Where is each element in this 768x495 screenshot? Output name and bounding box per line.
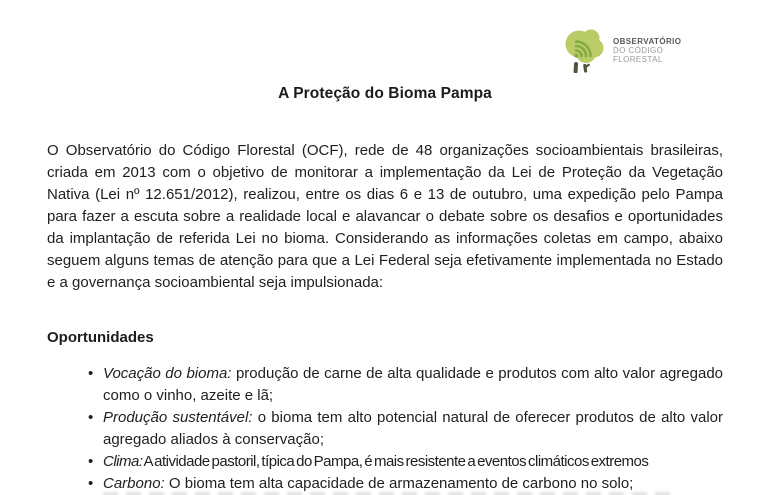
ocf-logo: [563, 26, 681, 73]
bullet-term: Clima:: [103, 453, 143, 470]
list-item-clima: [47, 451, 723, 473]
logo-text-line3: FLORESTAL: [613, 55, 663, 64]
bullet-text: o bioma tem alto potencial natural de oferecer produtos de alto valor agregado aliados à conservação;: [103, 409, 723, 448]
bullet-text: produção de carne de alta qualidade e produtos com alto valor agregado como o vinho, azeite e lã;: [103, 365, 724, 404]
bullet-term: Vocação do bioma:: [103, 365, 232, 382]
section-heading-oportunidades: Oportunidades: [47, 329, 154, 346]
bullet-term: Carbono:: [103, 475, 165, 492]
tree-trunks: [576, 64, 589, 72]
page-title: A Proteção do Bioma Pampa: [278, 85, 492, 102]
logo-text-line1: OBSERVATÓRIO: [613, 37, 682, 46]
signal-dot: [574, 54, 578, 58]
bullet-term: Produção sustentável:: [103, 409, 253, 426]
intro-paragraph: O Observatório do Código Florestal (OCF), rede de 48 organizações socioambientais brasileiras, criada em 2013 com o objetivo de monitorar a implementação da Lei de Proteção da Vegetação Nativa (Lei nº 12.651/2012), realizou, entre os dias 6 e 13 de outubro, uma expedição pelo Pampa para fazer a escuta sobre a realidade local e alavancar o debate sobre os desafios e oportunidades da implantação de referida Lei no bioma. Considerando as informações coletas em campo, abaixo seguem alguns temas de atenção para que a Lei Federal seja efetivamente implementada no Estado e a governança socioambiental seja impulsionada:: [47, 142, 723, 291]
tree-crown: [566, 30, 604, 64]
opportunities-list: [47, 363, 723, 495]
list-item-producao: [47, 407, 723, 451]
list-item-vocacao: [47, 363, 723, 407]
bullet-text: A atividade pastoril, típica do Pampa, é mais resistente a eventos climáticos extremos: [142, 453, 649, 470]
logo-wordmark: [613, 37, 681, 64]
bullet-text: O bioma tem alta capacidade de armazenamento de carbono no solo;: [164, 475, 634, 492]
tree-signal-icon: [563, 26, 608, 73]
logo-text-line2: DO CÓDIGO: [613, 46, 664, 55]
